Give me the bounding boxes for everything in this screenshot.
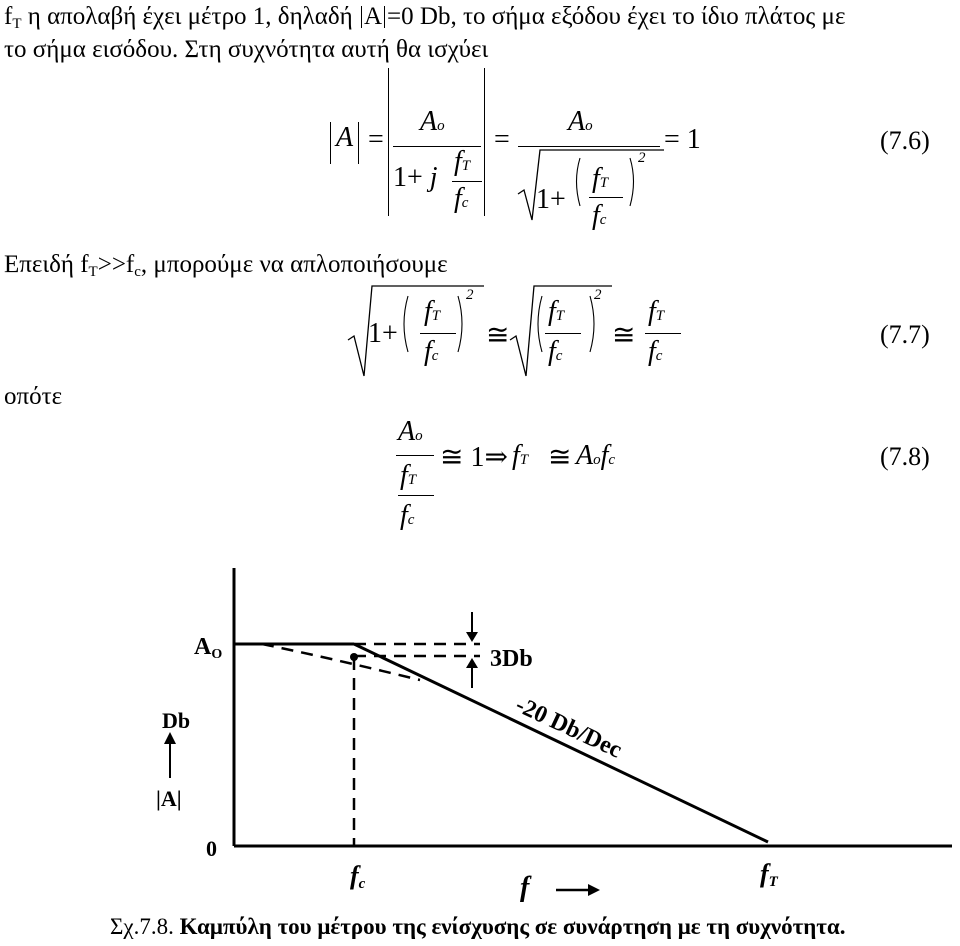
caption-prefix: Σχ.7.8. xyxy=(110,914,180,939)
label-zero: 0 xyxy=(206,836,217,861)
label-abs-a: |A| xyxy=(156,786,182,811)
eq76-exp: 2 xyxy=(638,150,646,166)
paragraph-line-2: το σήμα εισόδου. Στη συχνότητα αυτή θα ισχύει xyxy=(4,36,489,63)
actual-curve xyxy=(262,644,420,680)
eq76-result: = 1 xyxy=(664,124,701,155)
symbol-sub: T xyxy=(12,16,22,32)
eq77-exp2: 2 xyxy=(594,287,602,303)
label-f: f xyxy=(520,872,530,903)
label-fc: fc xyxy=(350,861,366,892)
slope-line xyxy=(354,644,768,842)
figure-labels xyxy=(156,634,779,903)
eq78-ft2: fT xyxy=(512,440,529,471)
label-Ao: AO xyxy=(194,634,223,662)
eq76-fc2: fc xyxy=(592,200,607,231)
eq78-rhs: Aofc xyxy=(576,440,616,471)
symbol-f: f xyxy=(4,3,13,30)
eq76-ft2: fT xyxy=(592,163,609,194)
eq78-fc: fc xyxy=(400,500,415,531)
eq76-fc: fc xyxy=(454,183,469,214)
figure-caption xyxy=(110,914,845,940)
label-fT: fT xyxy=(760,859,778,890)
eq76-eq1: = xyxy=(368,124,384,155)
eq78-ft: fT xyxy=(400,460,417,491)
bode-figure xyxy=(0,550,960,910)
eq77-exp1: 2 xyxy=(466,287,474,303)
eq77-fc1: fc xyxy=(424,336,439,367)
arrow-bottom-head xyxy=(466,658,478,668)
eq76-num: Ao xyxy=(420,106,445,137)
db-arrow-head xyxy=(164,732,176,744)
eq78-mid: ≅ 1⇒ xyxy=(440,442,508,473)
eq77-approx2: ≅ xyxy=(612,320,636,351)
eq77-body1: 1+ xyxy=(368,318,398,349)
label-slope: -20 Db/Dec xyxy=(511,691,626,764)
caption-text: Καμπύλη του μέτρου της ενίσχυσης σε συνάρτηση με τη συχνότητα. xyxy=(179,914,846,939)
abs-symbol: A xyxy=(363,3,383,30)
f-arrow-head xyxy=(588,884,600,896)
corner-point xyxy=(350,653,358,661)
eq76-den: 1+ j xyxy=(393,162,438,193)
eq76-ft: fT xyxy=(454,146,471,177)
eq77-sqrt1 xyxy=(346,282,486,378)
text-b: =0 Db, το σήμα εξόδου έχει το ίδιο πλάτος με xyxy=(387,3,846,30)
paragraph-3: οπότε xyxy=(4,383,63,410)
eq77-approx1: ≅ xyxy=(486,320,510,351)
eq77-ft2: fT xyxy=(548,296,565,327)
eq76-number: (7.6) xyxy=(880,126,930,155)
eq76-lhs: A xyxy=(336,122,354,153)
arrow-top-head xyxy=(466,632,478,642)
paragraph-2: Επειδή $f_T>>f_c$, μπορούμε να απλοποιήσουμε xyxy=(4,251,448,280)
eq77-ft1: fT xyxy=(424,296,441,327)
eq77-number: (7.7) xyxy=(880,320,930,349)
eq76-num2: Ao xyxy=(568,106,593,137)
eq77-ft3: fT xyxy=(648,296,665,327)
eq78-approx2: ≅ xyxy=(548,442,572,473)
label-db: Db xyxy=(162,708,191,733)
label-3db: 3Db xyxy=(490,646,533,672)
eq77-fc2: fc xyxy=(548,336,563,367)
eq78-number: (7.8) xyxy=(880,442,930,471)
eq76-sqrt-body: 1+ xyxy=(536,184,566,215)
eq78-num: Ao xyxy=(398,416,423,447)
text-a: η απολαβή έχει μέτρο 1, δηλαδή xyxy=(21,3,359,30)
eq77-fc3: fc xyxy=(648,336,663,367)
eq76-eq2: = xyxy=(494,124,510,155)
